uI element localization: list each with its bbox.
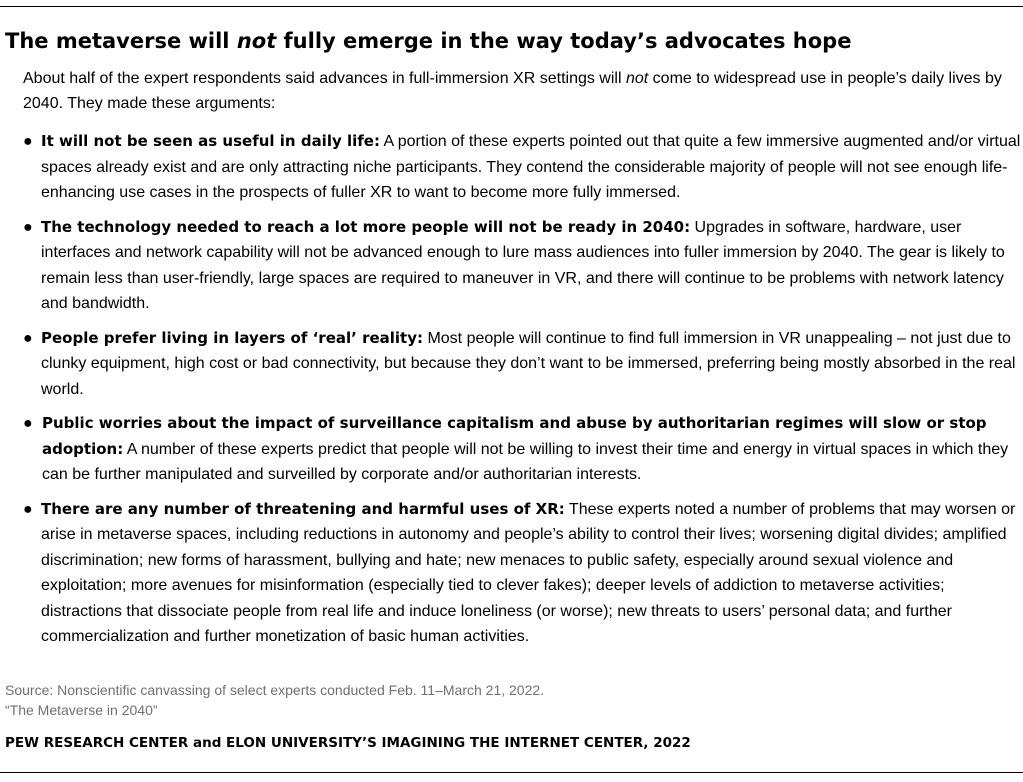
footer-credit: PEW RESEARCH CENTER and ELON UNIVERSITY’S IMAGINING THE INTERNET CENTER, 2022 bbox=[5, 735, 691, 751]
intro-part-2: come to widespread use in people’s daily lives by 2040. They made these arguments: bbox=[23, 70, 1002, 112]
bottom-divider bbox=[0, 772, 1023, 773]
bullet-icon: ● bbox=[23, 218, 33, 236]
argument-item-not-useful bbox=[0, 129, 1023, 206]
source-note bbox=[5, 680, 544, 720]
top-divider bbox=[0, 6, 1023, 7]
report-title-line: “The Metaverse in 2040” bbox=[5, 702, 158, 718]
argument-text: A number of these experts predict that people will not be willing to invest their time and energy in virtual spaces in which they can be further manipulated and surveilled by corporate and/or authoritarian interests. bbox=[42, 440, 1009, 483]
argument-item-technology-not-ready bbox=[0, 215, 1023, 317]
argument-text: A portion of these experts pointed out that quite a few immersive augmented and/or virtual spaces already exist and are only attracting niche participants. They contend the considerable majority of people will not see enough life-enhancing use cases in the prospects of fuller XR to want to become more fully immersed. bbox=[41, 133, 1021, 201]
bullet-icon: ● bbox=[23, 133, 33, 150]
intro-emphasis: not bbox=[625, 70, 649, 87]
intro-part-1: About half of the expert respondents said advances in full-immersion XR settings will bbox=[23, 70, 626, 87]
argument-item-harmful-uses bbox=[0, 497, 1023, 650]
argument-text: These experts noted a number of problems that may worsen or arise in metaverse spaces, including reductions in autonomy and people’s ability to control their lives; worsening digital divides; amplified discrimination; new forms of harassment, bullying and hate; new menaces to public safety, especially around sexual violence and exploitation; more avenues for misinformation (especially tied to clever fakes); deeper levels of addiction to metaverse activities; distractions that dissociate people from real life and induce loneliness (or worse); new threats to users’ personal data; and further commercialization and further monetization of basic human activities. bbox=[41, 500, 1016, 645]
bullet-icon: ● bbox=[23, 329, 33, 347]
argument-heading: There are any number of threatening and harmful uses of XR: bbox=[41, 499, 565, 518]
argument-list bbox=[0, 129, 1023, 659]
bullet-icon: ● bbox=[23, 415, 33, 432]
source-line: Source: Nonscientific canvassing of select experts conducted Feb. 11–March 21, 2022. bbox=[5, 682, 545, 698]
argument-item-surveillance-worries bbox=[0, 411, 1023, 488]
argument-heading: Public worries about the impact of surveillance capitalism and abuse by authoritarian regimes will slow or stop adoption: bbox=[42, 414, 987, 458]
argument-heading: The technology needed to reach a lot more people will not be ready in 2040: bbox=[41, 217, 691, 236]
page-title bbox=[5, 27, 1015, 55]
argument-text: Upgrades in software, hardware, user interfaces and network capability will not be advanced enough to lure mass audiences into fuller immersion by 2040. The gear is likely to remain less than user-friendly, large spaces are required to maneuver in VR, and there will continue to be problems with network latency and bandwidth. bbox=[41, 218, 1005, 312]
title-part-1: The metaverse will bbox=[5, 29, 237, 53]
argument-text: Most people will continue to find full immersion in VR unappealing – not just due to clunky equipment, high cost or bad connectivity, but because they don’t want to be immersed, preferring being mostly absorbed in the real world. bbox=[41, 329, 1016, 398]
argument-heading: It will not be seen as useful in daily life: bbox=[41, 132, 380, 150]
argument-heading: People prefer living in layers of ‘real’ reality: bbox=[41, 328, 423, 347]
title-part-2: fully emerge in the way today’s advocates hope bbox=[276, 29, 852, 53]
bullet-icon: ● bbox=[23, 500, 33, 518]
title-emphasis: not bbox=[236, 29, 277, 53]
argument-item-real-reality bbox=[0, 326, 1023, 403]
intro-paragraph bbox=[23, 66, 1013, 116]
